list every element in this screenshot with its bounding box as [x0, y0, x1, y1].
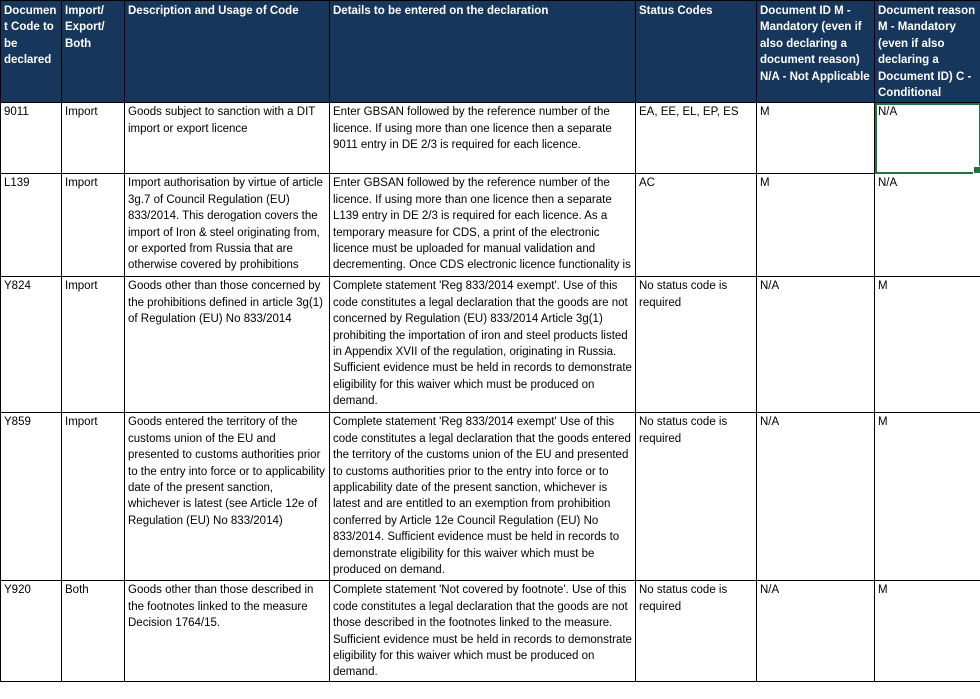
table-row	[1, 413, 980, 581]
cell-text: M	[878, 584, 888, 597]
cell-document-id[interactable]	[757, 174, 875, 277]
cell-direction[interactable]	[62, 277, 125, 413]
cell-text: No status code is required	[639, 584, 728, 613]
cell-status[interactable]	[636, 413, 757, 581]
cell-text: Goods other than those described in the footnotes linked to the measure Decision 1764/15.	[128, 584, 314, 630]
cell-text: M	[878, 280, 888, 293]
cell-text: Import	[65, 177, 98, 190]
cell-text: Enter GBSAN followed by the reference number of the licence. If using more than one licence then a separate 9011 entry in DE 2/3 is required for each licence.	[333, 106, 612, 152]
cell-text: No status code is required	[639, 416, 728, 445]
cell-text: Y920	[4, 584, 31, 597]
cell-text: Goods subject to sanction with a DIT import or export licence	[128, 106, 316, 135]
cell-text: Import	[65, 280, 98, 293]
cell-text: Complete statement 'Reg 833/2014 exempt' Use of this code constitutes a legal declaration that the goods entered the territory of the customs union of the EU and presented to customs authorities prior to the entry into force or to applicability date of the present sanction, whichever is latest and are entitled to an exemption from prohibition conferred by Article 12e Council Regulation (EU) No 833/2014. Sufficient evidence must be held in records to demonstrate eligibility for this waiver which must be produced on demand.	[333, 416, 631, 577]
cell-status[interactable]	[636, 581, 757, 682]
header-document-code[interactable]: Document Code to be declared	[1, 1, 62, 103]
cell-code[interactable]	[1, 103, 62, 174]
table-row	[1, 174, 980, 277]
cell-description[interactable]	[125, 103, 330, 174]
cell-direction[interactable]	[62, 581, 125, 682]
cell-text: Complete statement 'Reg 833/2014 exempt'. Use of this code constitutes a legal declaration that the goods are not concerned by Regulation (EU) 833/2014 Article 3g(1) prohibiting the importation of iron and steel products listed in Appendix XVII of the regulation, originating in Russia. Sufficient evidence must be held in records to demonstrate eligibility for this waiver which must be produced on demand.	[333, 280, 632, 408]
cell-text: M	[878, 416, 888, 429]
cell-direction[interactable]	[62, 103, 125, 174]
cell-text: Both	[65, 584, 89, 597]
cell-text: Y824	[4, 280, 31, 293]
cell-details[interactable]	[330, 174, 636, 277]
cell-description[interactable]	[125, 174, 330, 277]
cell-text: M	[760, 106, 770, 119]
cell-direction[interactable]	[62, 174, 125, 277]
cell-text: N/A	[760, 584, 780, 597]
header-status-codes[interactable]: Status Codes	[636, 1, 757, 103]
cell-description[interactable]	[125, 581, 330, 682]
cell-text: M	[760, 177, 770, 190]
header-description[interactable]: Description and Usage of Code	[125, 1, 330, 103]
cell-document-reason[interactable]	[875, 174, 980, 277]
cell-status[interactable]	[636, 174, 757, 277]
cell-text: Import	[65, 106, 98, 119]
cell-text: Goods other than those concerned by the prohibitions defined in article 3g(1) of Regulation (EU) No 833/2014	[128, 280, 323, 326]
table-row	[1, 103, 980, 174]
table-row	[1, 277, 980, 413]
cell-document-reason[interactable]	[875, 413, 980, 581]
cell-text: AC	[639, 177, 655, 190]
cell-document-id[interactable]	[757, 103, 875, 174]
selection-fill-handle[interactable]	[973, 166, 980, 174]
cell-text: N/A	[760, 280, 780, 293]
cell-details[interactable]	[330, 103, 636, 174]
table-row	[1, 581, 980, 682]
cell-document-id[interactable]	[757, 413, 875, 581]
cell-details[interactable]	[330, 277, 636, 413]
cell-description[interactable]	[125, 277, 330, 413]
cell-text: Import	[65, 416, 98, 429]
cell-text: L139	[4, 177, 30, 190]
header-document-id[interactable]: Document ID M - Mandatory (even if also declaring a document reason) N/A - Not Applicable	[757, 1, 875, 103]
cell-text: Complete statement 'Not covered by footnote'. Use of this code constitutes a legal declaration that the goods are not those described in the footnotes linked to the measure. Sufficient evidence must be held in records to demonstrate eligibility for this waiver which must be produced on demand.	[333, 584, 632, 679]
cell-text: Import authorisation by virtue of article 3g.7 of Council Regulation (EU) 833/2014. This derogation covers the import of Iron & steel originating from, or exported from Russia that are otherwise covered by prohibitions	[128, 177, 323, 272]
cell-code[interactable]	[1, 174, 62, 277]
header-details[interactable]: Details to be entered on the declaration	[330, 1, 636, 103]
cell-code[interactable]	[1, 277, 62, 413]
cell-text: No status code is required	[639, 280, 728, 309]
cell-details[interactable]	[330, 413, 636, 581]
cell-document-id[interactable]	[757, 277, 875, 413]
cell-direction[interactable]	[62, 413, 125, 581]
cell-document-reason[interactable]	[875, 581, 980, 682]
cell-text: Y859	[4, 416, 31, 429]
header-row	[1, 1, 980, 103]
cell-document-id[interactable]	[757, 581, 875, 682]
cell-text: Goods entered the territory of the customs union of the EU and presented to customs authorities prior to the entry into force or to applicability date of the present sanction, whichever is latest (see Article 12e of Regulation (EU) No 833/2014)	[128, 416, 325, 527]
cell-text: N/A	[878, 106, 898, 119]
cell-text: N/A	[878, 177, 898, 190]
cell-document-reason-selected[interactable]	[875, 103, 980, 174]
cell-text: N/A	[760, 416, 780, 429]
cell-text: Enter GBSAN followed by the reference number of the licence. If using more than one licence then a separate L139 entry in DE 2/3 is required for each licence. As a temporary measure for CDS, a print of the electronic licence must be uploaded for manual validation and decrementing. Once CDS electronic licence functionality is	[333, 177, 631, 272]
header-document-reason[interactable]: Document reason M - Mandatory (even if also declaring a Document ID) C - Conditional	[875, 1, 980, 103]
cell-code[interactable]	[1, 581, 62, 682]
cell-document-reason[interactable]	[875, 277, 980, 413]
header-import-export[interactable]: Import/ Export/ Both	[62, 1, 125, 103]
cell-text: EA, EE, EL, EP, ES	[639, 106, 739, 119]
cell-details[interactable]	[330, 581, 636, 682]
cell-status[interactable]	[636, 103, 757, 174]
cell-description[interactable]	[125, 413, 330, 581]
cell-status[interactable]	[636, 277, 757, 413]
cell-text: 9011	[4, 106, 29, 119]
cell-code[interactable]	[1, 413, 62, 581]
